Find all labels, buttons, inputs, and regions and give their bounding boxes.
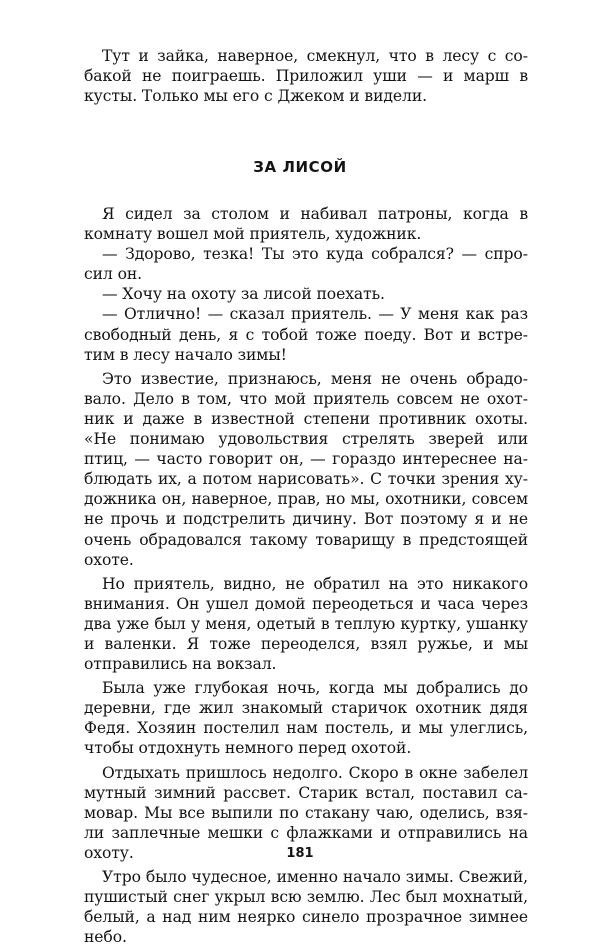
chapter-title: ЗА ЛИСОЙ (253, 158, 347, 176)
paragraph: Была уже глубокая ночь, когда мы добрались до деревни, где жил знакомый старичок охотник дядя Федя. Хозяин постелил нам постель, и мы улеглись, чтобы отдохнуть немного перед охотой. (84, 679, 528, 758)
continuation-text (84, 46, 528, 106)
dialogue-line: — Здорово, тезка! Ты это куда собрался? — спросил он. (84, 245, 528, 284)
chapter-body (84, 204, 528, 947)
page-number: 181 (286, 846, 314, 861)
paragraph: Утро было чудесное, именно начало зимы. Свежий, пушистый снег укрыл всю землю. Лес был мохнатый, белый, а над ним неярко синело прозрачное зимнее небо. (84, 868, 528, 947)
paragraph: Но приятель, видно, не обратил на это никакого внимания. Он ушел домой переодеться и часа через два уже был у меня, одетый в теплую куртку, ушанку и валенки. Я тоже переоделся, взял ружье, и мы отправились на вокзал. (84, 574, 528, 674)
dialogue-line: — Хочу на охоту за лисой поехать. (102, 285, 385, 304)
paragraph: Я сидел за столом и набивал патроны, когда в комнату вошел мой приятель, художник. (84, 205, 528, 244)
dialogue-line: — Отлично! — сказал приятель. — У меня как раз свободный день, я с тобой тоже поеду. Вот и встретим в лесу начало зимы! (84, 305, 528, 364)
paragraph: Это известие, признаюсь, меня не очень обрадовало. Дело в том, что мой приятель совсем не охотник и даже в известной степени противник охоты. «Не понимаю удовольствия стрелять зверей или птиц, — часто говорит он, — гораздо интереснее наблюдать их, а потом нарисовать». С точки зрения художника он, наверное, прав, но мы, охотники, совсем не прочь и подстрелить дичину. Вот поэтому я и не очень обрадовался такому товарищу в предстоящей охоте. (84, 369, 528, 569)
paragraph: Тут и зайка, наверное, смекнул, что в лесу с собакой не поиграешь. Приложил уши — и марш в кусты. Только мы его с Джеком и видели. (84, 47, 528, 106)
paragraph: Отдыхать пришлось недолго. Скоро в окне забелел мутный зимний рассвет. Старик встал, поставил самовар. Мы все выпили по стакану чаю, оделись, взяли заплечные мешки с флажками и отправились на охоту. (84, 763, 528, 862)
